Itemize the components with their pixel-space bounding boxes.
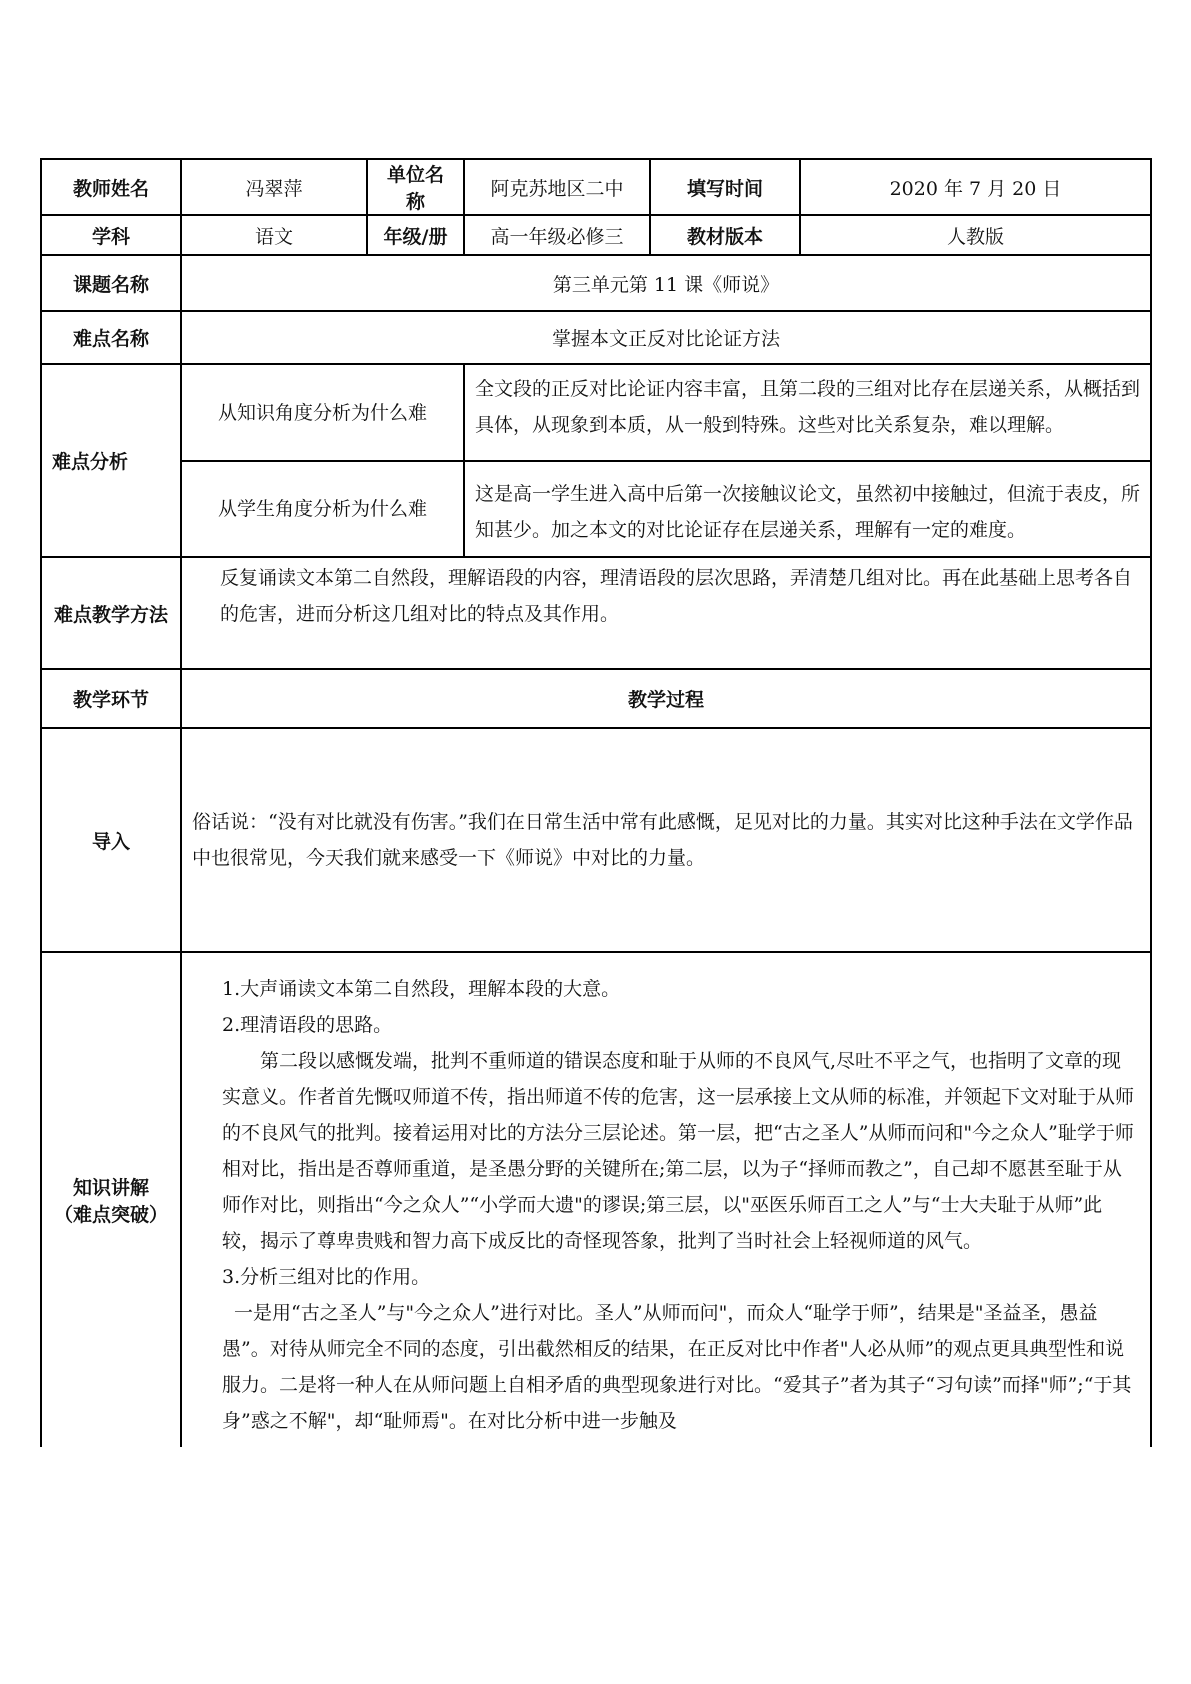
lecture-label-sub: （难点突破） [53, 1204, 168, 1226]
student-angle-text: 这是高一学生进入高中后第一次接触议论文，虽然初中接触过，但流于表皮，所知甚少。加之本文的对比论证存在层递关系，理解有一定的难度。 [464, 461, 1151, 557]
subject-label: 学科 [41, 215, 181, 255]
intro-label: 导入 [41, 728, 181, 952]
lecture-paragraph-effect: 一是用“古之圣人”与"今之众人”进行对比。圣人”从师而问"，而众人“耻学于师”，结果是"圣益圣，愚益愚”。对待从师完全不同的态度，引出截然相反的结果，在正反对比中作者"人必从师”的观点更具典型性和说服力。二是将一种人在从师问题上自相矛盾的典型现象进行对比。“爱其子”者为其子“习句读”而择"师”;“于其身”惑之不解"，却“耻师焉"。在对比分析中进一步触及 [222, 1302, 1132, 1432]
student-angle-label: 从学生角度分析为什么难 [181, 461, 464, 557]
method-label: 难点教学方法 [41, 557, 181, 669]
intro-text: 俗话说：“没有对比就没有伤害。”我们在日常生活中常有此感慨，足见对比的力量。其实对比这种手法在文学作品中也很常见，今天我们就来感受一下《师说》中对比的力量。 [181, 728, 1151, 952]
lecture-paragraph-structure: 第二段以感慨发端，批判不重师道的错误态度和耻于从师的不良风气,尽吐不平之气，也指明了文章的现实意义。作者首先慨叹师道不传，指出师道不传的危害，这一层承接上文从师的标准，并领起下文对耻于从师的不良风气的批判。接着运用对比的方法分三层论述。第一层，把“古之圣人”从师而问和"今之众人”耻学于师相对比，指出是否尊师重道，是圣愚分野的关键所在;第二层，以为子“择师而教之”，自己却不愿甚至耻于从师作对比，则指出“今之众人”“小学而大遗"的谬误;第三层，以"巫医乐师百工之人”与“士大夫耻于从师”此较，揭示了尊卑贵贱和智力高下成反比的奇怪现答象，批判了当时社会上轻视师道的风气。 [222, 1050, 1135, 1252]
topic-label: 课题名称 [41, 255, 181, 311]
topic-value: 第三单元第 11 课《师说》 [181, 255, 1151, 311]
knowledge-angle-label: 从知识角度分析为什么难 [181, 364, 464, 461]
lecture-step-1: 1.大声诵读文本第二自然段，理解本段的大意。 [222, 978, 621, 1000]
grade: 高一年级必修三 [464, 215, 650, 255]
teacher-name-label: 教师姓名 [41, 159, 181, 215]
process-header-label: 教学过程 [181, 669, 1151, 728]
lecture-content [181, 952, 1151, 1447]
difficulty-label: 难点名称 [41, 311, 181, 364]
stage-header-label: 教学环节 [41, 669, 181, 728]
fill-date: 2020 年 7 月 20 日 [800, 159, 1151, 215]
lecture-label [41, 952, 181, 1447]
unit-label: 单位名称 [367, 159, 464, 215]
knowledge-angle-text: 全文段的正反对比论证内容丰富，且第二段的三组对比存在层递关系，从概括到具体，从现象到本质，从一般到特殊。这些对比关系复杂，难以理解。 [464, 364, 1151, 461]
lesson-plan-table [40, 158, 1150, 1447]
subject: 语文 [181, 215, 367, 255]
lecture-step-2: 2.理清语段的思路。 [222, 1014, 393, 1036]
grade-label: 年级/册 [367, 215, 464, 255]
edition: 人教版 [800, 215, 1151, 255]
analysis-label: 难点分析 [41, 364, 181, 557]
unit-name: 阿克苏地区二中 [464, 159, 650, 215]
method-text: 反复诵读文本第二自然段，理解语段的内容，理清语段的层次思路，弄清楚几组对比。再在此基础上思考各自的危害，进而分析这几组对比的特点及其作用。 [181, 557, 1151, 669]
difficulty-value: 掌握本文正反对比论证方法 [181, 311, 1151, 364]
lecture-label-main: 知识讲解 [72, 1177, 149, 1199]
teacher-name: 冯翠萍 [181, 159, 367, 215]
lecture-step-3: 3.分析三组对比的作用。 [222, 1266, 431, 1288]
edition-label: 教材版本 [650, 215, 800, 255]
date-label: 填写时间 [650, 159, 800, 215]
